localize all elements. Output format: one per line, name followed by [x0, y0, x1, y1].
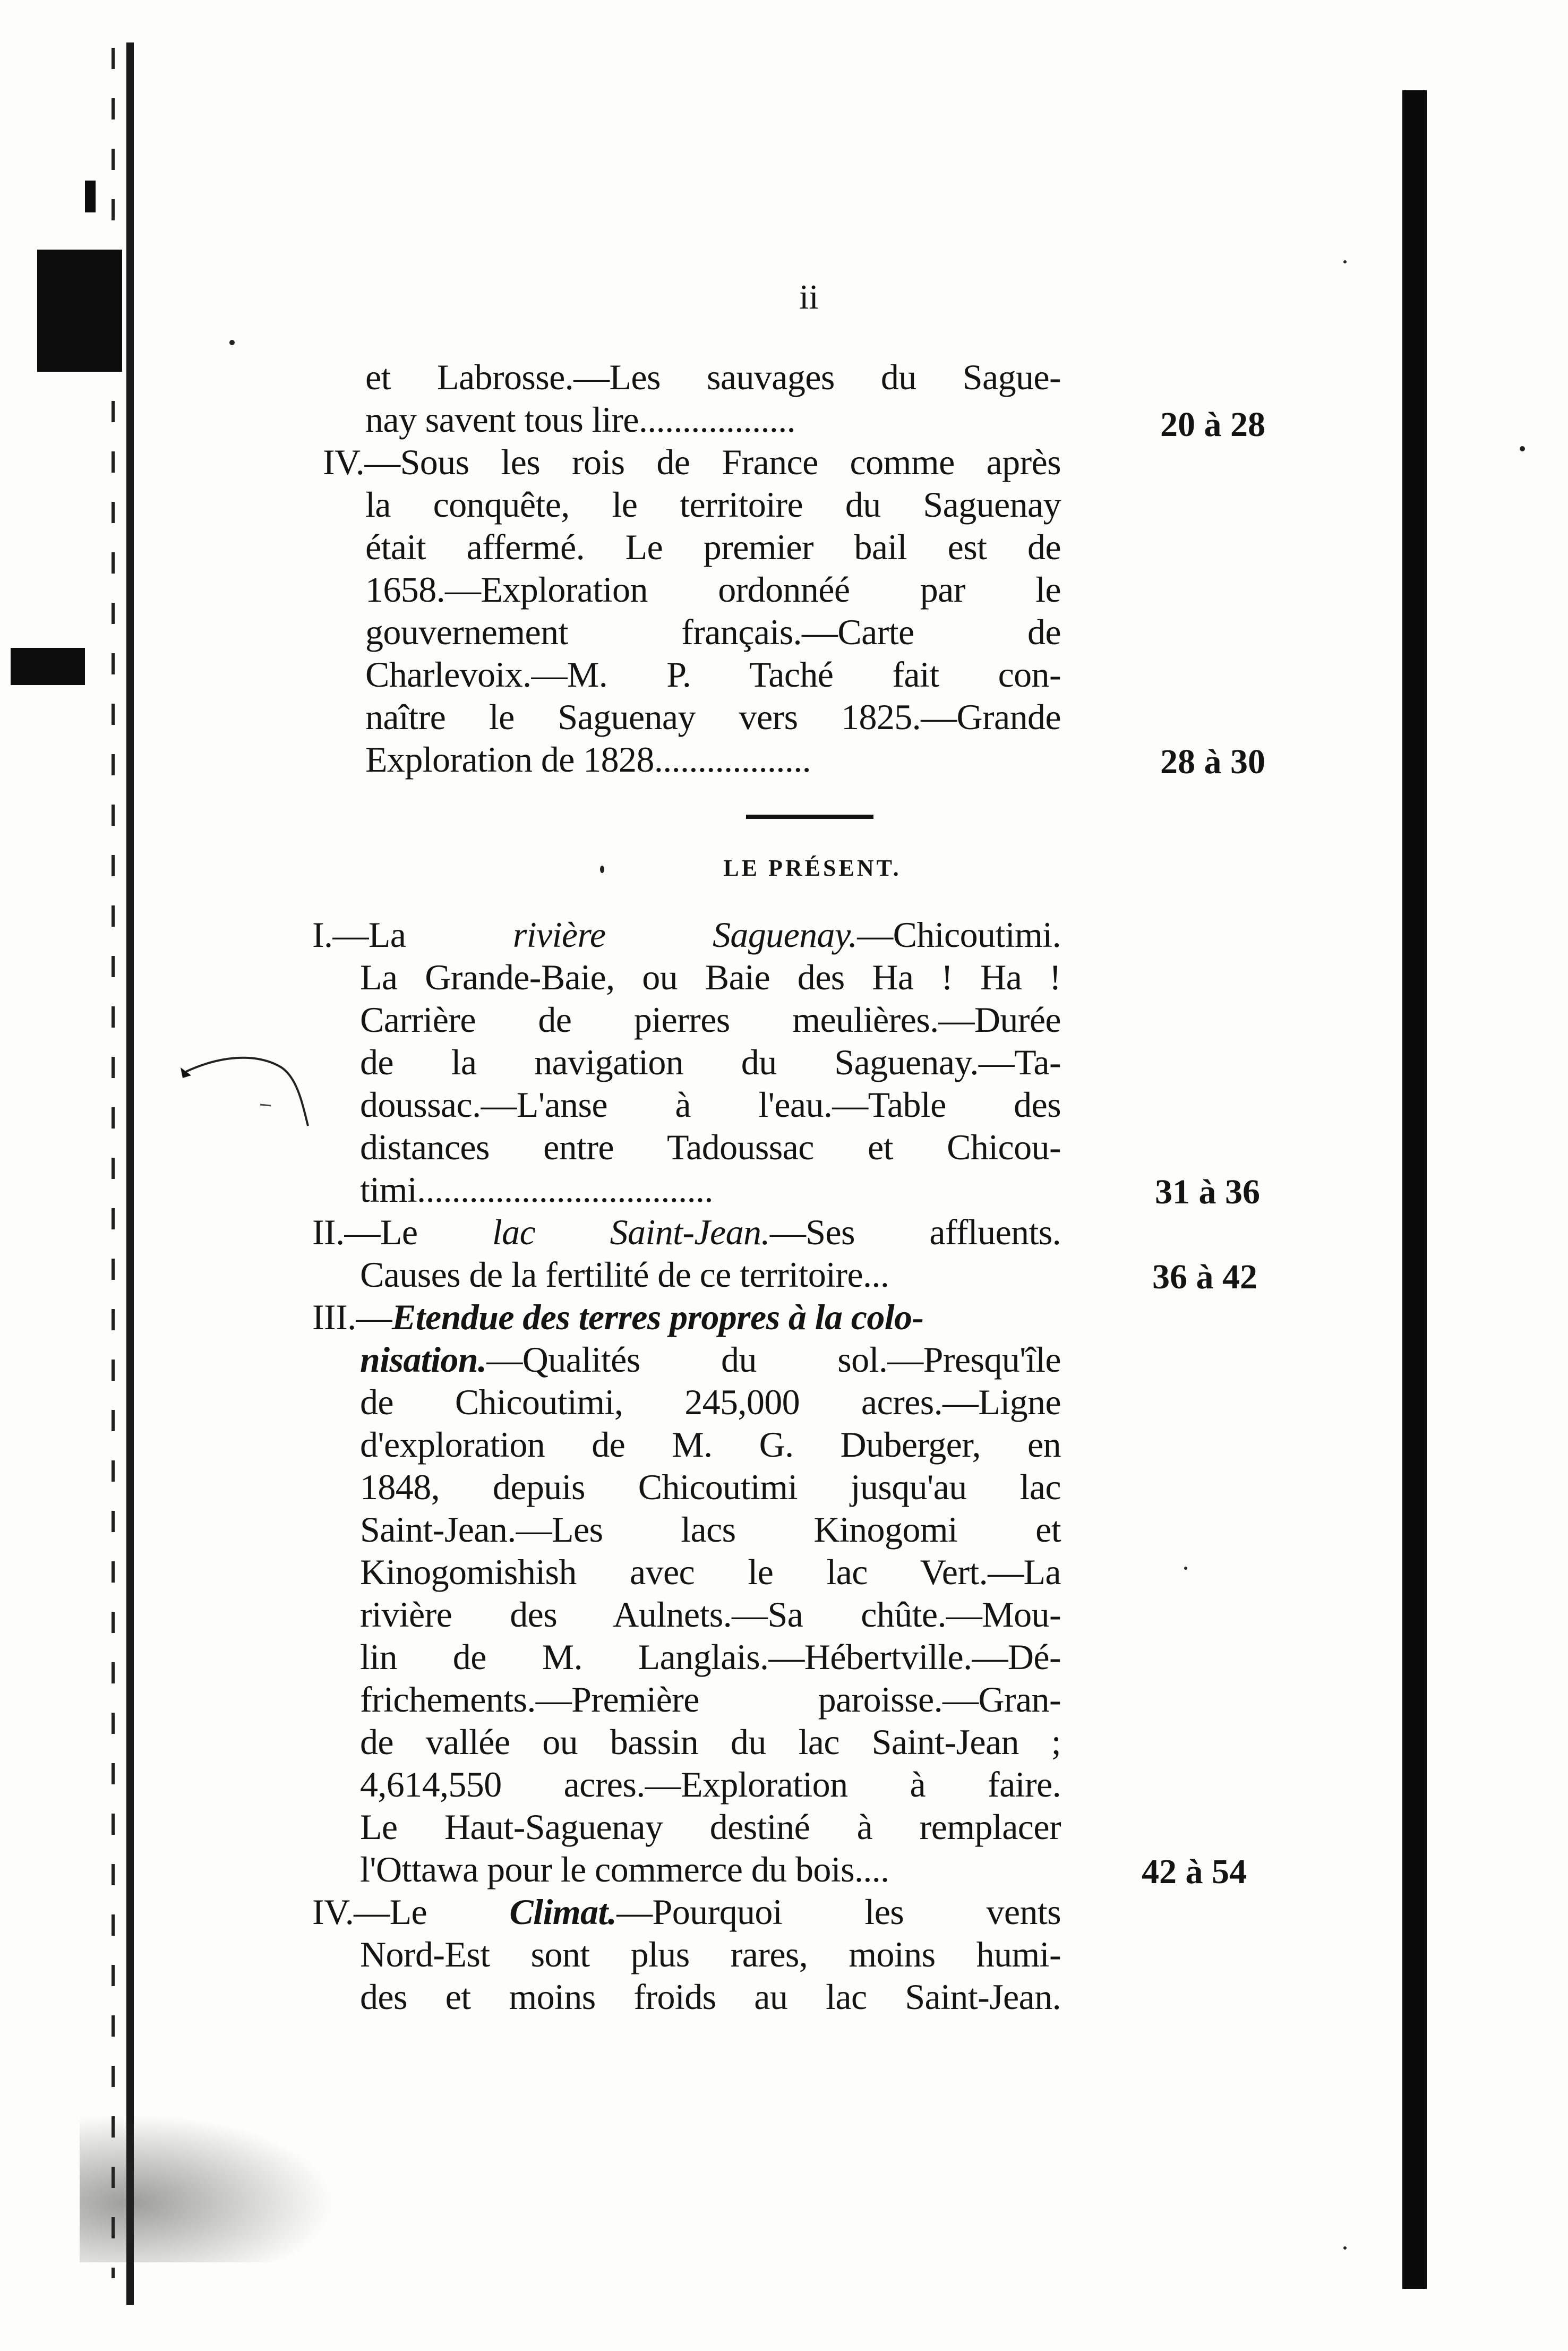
page-range: 36 à 42	[1152, 1258, 1257, 1296]
toc-line: Charlevoix.—M. P. Taché fait con-	[365, 654, 1061, 695]
toc-line: de la navigation du Saguenay.—Ta-	[360, 1042, 1061, 1082]
speck	[600, 866, 604, 873]
toc-line: 1848, depuis Chicoutimi jusqu'au lac	[360, 1467, 1061, 1507]
page-range: 28 à 30	[1160, 742, 1265, 781]
binding-shadow	[11, 648, 85, 685]
entry-number-title: IV.—Le	[312, 1892, 510, 1932]
pen-annotation-mark	[175, 1046, 335, 1142]
binding-edge	[126, 42, 134, 2305]
toc-line	[312, 1296, 923, 1338]
page-range: 42 à 54	[1142, 1852, 1247, 1891]
toc-line: était affermé. Le premier bail est de	[365, 527, 1061, 567]
entry-number-title: III.—	[312, 1297, 392, 1337]
page-range: 20 à 28	[1160, 405, 1265, 444]
toc-line: la conquête, le territoire du Saguenay	[365, 484, 1061, 525]
toc-line	[360, 1338, 1061, 1381]
binding-shadow	[37, 250, 122, 372]
toc-line: Causes de la fertilité de ce territoire...	[360, 1254, 889, 1295]
toc-line: de vallée ou bassin du lac Saint-Jean ;	[360, 1722, 1061, 1762]
entry-text: —Chicoutimi.	[857, 914, 1061, 955]
toc-line: Nord-Est sont plus rares, moins humi-	[360, 1934, 1061, 1974]
toc-line: 1658.—Exploration ordonnéé par le	[365, 569, 1061, 610]
entry-italic-title: Climat.	[509, 1892, 617, 1932]
entry-italic-title: nisation.	[360, 1339, 487, 1380]
speck	[1520, 446, 1525, 451]
toc-line: Carrière de pierres meulières.—Durée	[360, 999, 1061, 1040]
toc-line: nay savent tous lire..................	[365, 399, 796, 440]
toc-line: de Chicoutimi, 245,000 acres.—Ligne	[360, 1382, 1061, 1422]
toc-line: l'Ottawa pour le commerce du bois....	[360, 1849, 889, 1890]
toc-line: Saint-Jean.—Les lacs Kinogomi et	[360, 1509, 1061, 1550]
toc-line	[312, 913, 1061, 956]
page-range: 31 à 36	[1155, 1173, 1260, 1211]
speck	[229, 340, 235, 345]
section-rule	[746, 815, 873, 819]
page-number: ii	[799, 278, 819, 317]
toc-line: Le Haut-Saguenay destiné à remplacer	[360, 1807, 1061, 1847]
binding-shadow	[85, 181, 96, 212]
toc-line: Kinogomishish avec le lac Vert.—La	[360, 1552, 1061, 1592]
toc-line: distances entre Tadoussac et Chicou-	[360, 1127, 1061, 1167]
toc-line: d'exploration de M. G. Duberger, en	[360, 1424, 1061, 1465]
toc-line: gouvernement français.—Carte de	[365, 612, 1061, 652]
speck	[1343, 2246, 1347, 2250]
toc-line: rivière des Aulnets.—Sa chûte.—Mou-	[360, 1594, 1061, 1635]
speck	[1343, 260, 1347, 263]
entry-text: —Ses affluents.	[769, 1212, 1061, 1252]
toc-line	[312, 1211, 1061, 1253]
toc-line: 4,614,550 acres.—Exploration à faire.	[360, 1764, 1061, 1805]
entry-text: —Pourquoi les vents	[616, 1892, 1061, 1932]
toc-line: La Grande-Baie, ou Baie des Ha ! Ha !	[360, 957, 1061, 997]
toc-line: Exploration de 1828..................	[365, 739, 811, 780]
binding-edge-dashes	[112, 48, 115, 2278]
corner-smudge	[80, 2114, 335, 2262]
toc-line: naître le Saguenay vers 1825.—Grande	[365, 697, 1061, 737]
entry-italic-title: lac Saint-Jean.	[492, 1212, 770, 1252]
toc-line: timi..................................	[360, 1169, 713, 1210]
toc-line: et Labrosse.—Les sauvages du Sague-	[365, 357, 1061, 397]
entry-italic-title: Etendue des terres propres à la colo-	[391, 1297, 924, 1337]
entry-italic-title: rivière Saguenay.	[512, 914, 858, 955]
toc-line: doussac.—L'anse à l'eau.—Table des	[360, 1084, 1061, 1125]
entry-number-title: I.—La	[312, 914, 513, 955]
toc-line	[312, 1891, 1061, 1933]
page-edge-shadow	[1402, 90, 1427, 2289]
speck	[1184, 1567, 1187, 1570]
toc-line: des et moins froids au lac Saint-Jean.	[360, 1977, 1061, 2017]
toc-line: lin de M. Langlais.—Hébertville.—Dé-	[360, 1637, 1061, 1677]
toc-line: IV.—Sous les rois de France comme après	[323, 442, 1061, 482]
section-heading: LE PRÉSENT.	[723, 855, 902, 881]
entry-text: —Qualités du sol.—Presqu'île	[486, 1339, 1061, 1380]
entry-number-title: II.—Le	[312, 1212, 492, 1252]
toc-line: frichements.—Première paroisse.—Gran-	[360, 1679, 1061, 1720]
